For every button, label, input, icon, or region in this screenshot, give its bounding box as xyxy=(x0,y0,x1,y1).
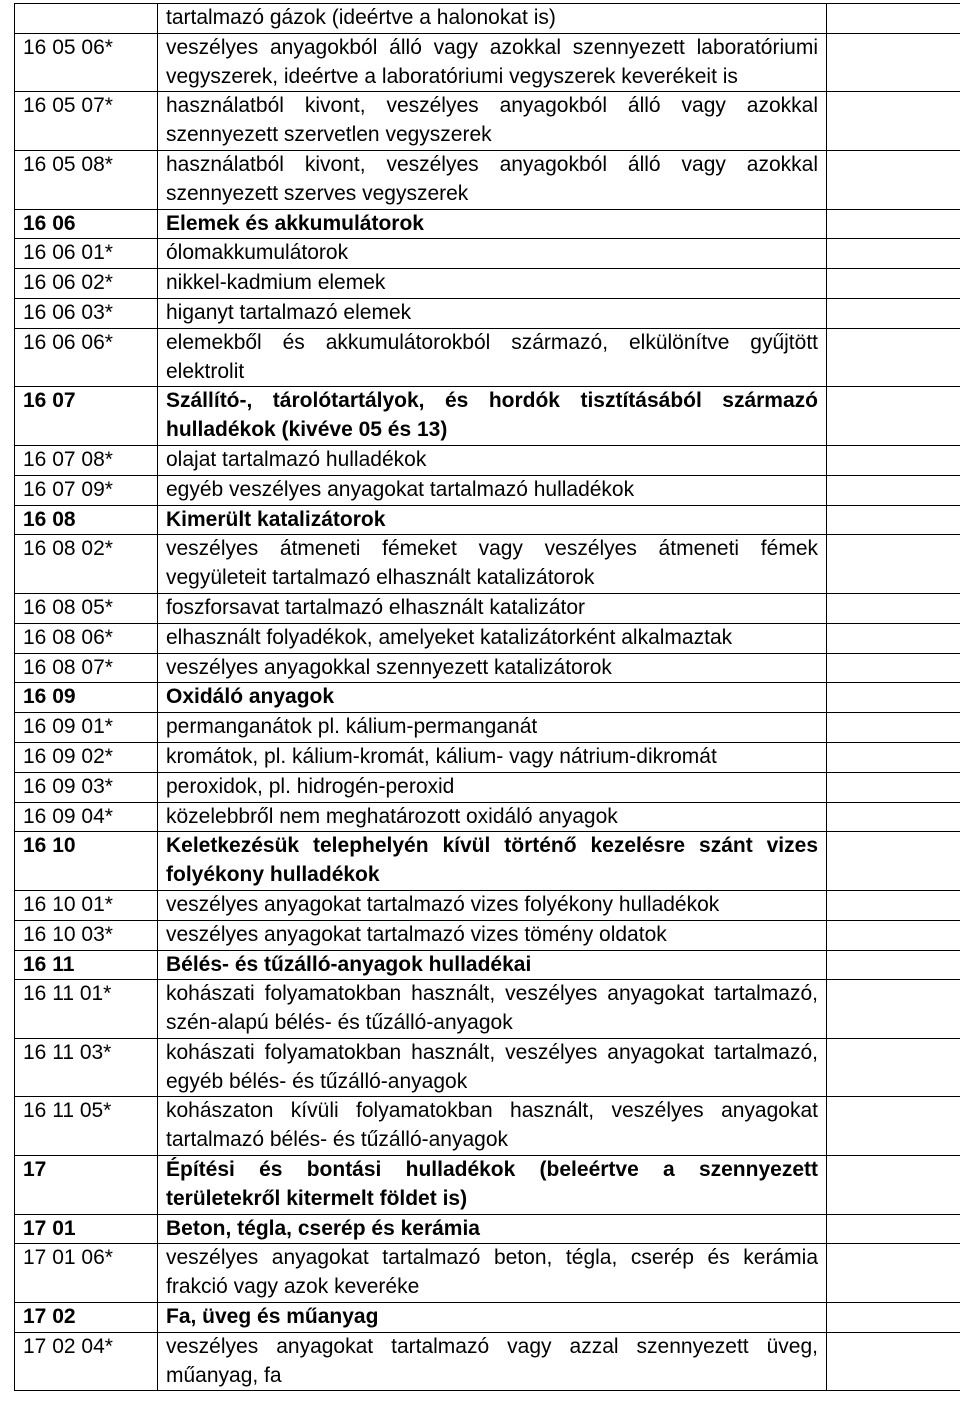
waste-description-cell: kohászaton kívüli folyamatokban használt, veszélyes anyagokat tartalmazó bélés- és tűzálló-anyagok xyxy=(158,1097,827,1156)
table-row xyxy=(15,1332,960,1391)
waste-description-cell: elemekből és akkumulátorokból származó, elkülönítve gyűjtött elektrolit xyxy=(158,328,827,387)
waste-description-cell: kromátok, pl. kálium-kromát, kálium- vagy nátrium-dikromát xyxy=(158,742,827,772)
waste-code-cell: 16 06 02* xyxy=(15,269,158,299)
category-row xyxy=(15,209,960,239)
waste-code-cell: 17 02 04* xyxy=(15,1332,158,1391)
waste-description-cell: egyéb veszélyes anyagokat tartalmazó hulladékok xyxy=(158,475,827,505)
empty-cell xyxy=(827,269,960,299)
empty-cell xyxy=(827,92,960,151)
empty-cell xyxy=(827,802,960,832)
waste-description-cell: peroxidok, pl. hidrogén-peroxid xyxy=(158,772,827,802)
empty-cell xyxy=(827,505,960,535)
category-row xyxy=(15,1214,960,1244)
waste-code-cell: 16 11 xyxy=(15,950,158,980)
table-row xyxy=(15,890,960,920)
waste-description-cell: veszélyes anyagokat tartalmazó vizes folyékony hulladékok xyxy=(158,890,827,920)
empty-cell xyxy=(827,742,960,772)
waste-description-cell: Szállító-, tárolótartályok, és hordók tisztításából származó hulladékok (kivéve 05 és 13) xyxy=(158,387,827,446)
waste-code-cell: 16 05 07* xyxy=(15,92,158,151)
waste-code-cell: 16 05 06* xyxy=(15,33,158,92)
waste-description-cell: használatból kivont, veszélyes anyagokból álló vagy azokkal szennyezett szervetlen vegyszerek xyxy=(158,92,827,151)
waste-code-cell: 16 06 xyxy=(15,209,158,239)
table-row xyxy=(15,1244,960,1303)
waste-description-cell: nikkel-kadmium elemek xyxy=(158,269,827,299)
waste-code-cell: 17 02 xyxy=(15,1303,158,1333)
waste-description-cell: használatból kivont, veszélyes anyagokból álló vagy azokkal szennyezett szerves vegyszerek xyxy=(158,150,827,209)
waste-description-cell: közelebbről nem meghatározott oxidáló anyagok xyxy=(158,802,827,832)
empty-cell xyxy=(827,1303,960,1333)
table-row xyxy=(15,593,960,623)
waste-code-cell xyxy=(15,4,158,34)
empty-cell xyxy=(827,1214,960,1244)
table-row xyxy=(15,150,960,209)
category-row xyxy=(15,683,960,713)
waste-description-cell: veszélyes anyagokból álló vagy azokkal szennyezett laboratóriumi vegyszerek, ideértve a laboratóriumi vegyszerek keverékeit is xyxy=(158,33,827,92)
empty-cell xyxy=(827,1097,960,1156)
waste-description-cell: olajat tartalmazó hulladékok xyxy=(158,445,827,475)
waste-code-cell: 16 10 xyxy=(15,832,158,891)
table-row xyxy=(15,239,960,269)
waste-description-cell: Beton, tégla, cserép és kerámia xyxy=(158,1214,827,1244)
table-row xyxy=(15,33,960,92)
empty-cell xyxy=(827,33,960,92)
category-row xyxy=(15,1156,960,1215)
waste-description-cell: kohászati folyamatokban használt, veszélyes anyagokat tartalmazó, szén-alapú bélés- és tűzálló-anyagok xyxy=(158,980,827,1039)
waste-description-cell: Fa, üveg és műanyag xyxy=(158,1303,827,1333)
empty-cell xyxy=(827,445,960,475)
empty-cell xyxy=(827,535,960,594)
category-row xyxy=(15,505,960,535)
waste-table-body xyxy=(15,4,960,1391)
waste-description-cell: veszélyes anyagokat tartalmazó vizes tömény oldatok xyxy=(158,920,827,950)
table-row xyxy=(15,475,960,505)
table-row xyxy=(15,653,960,683)
waste-code-cell: 16 09 01* xyxy=(15,713,158,743)
empty-cell xyxy=(827,683,960,713)
waste-code-cell: 16 10 03* xyxy=(15,920,158,950)
empty-cell xyxy=(827,209,960,239)
empty-cell xyxy=(827,920,960,950)
waste-code-cell: 16 07 08* xyxy=(15,445,158,475)
waste-code-cell: 16 11 05* xyxy=(15,1097,158,1156)
empty-cell xyxy=(827,593,960,623)
empty-cell xyxy=(827,1244,960,1303)
waste-code-cell: 16 09 xyxy=(15,683,158,713)
table-row xyxy=(15,92,960,151)
empty-cell xyxy=(827,239,960,269)
waste-description-cell: Bélés- és tűzálló-anyagok hulladékai xyxy=(158,950,827,980)
waste-description-cell: foszforsavat tartalmazó elhasznált katalizátor xyxy=(158,593,827,623)
empty-cell xyxy=(827,653,960,683)
waste-code-cell: 16 09 02* xyxy=(15,742,158,772)
category-row xyxy=(15,1303,960,1333)
waste-code-cell: 16 09 04* xyxy=(15,802,158,832)
waste-code-cell: 16 08 07* xyxy=(15,653,158,683)
waste-code-cell: 16 08 xyxy=(15,505,158,535)
empty-cell xyxy=(827,890,960,920)
category-row xyxy=(15,832,960,891)
table-row xyxy=(15,920,960,950)
empty-cell xyxy=(827,4,960,34)
empty-cell xyxy=(827,387,960,446)
empty-cell xyxy=(827,1156,960,1215)
empty-cell xyxy=(827,980,960,1039)
waste-code-cell: 16 07 09* xyxy=(15,475,158,505)
table-row xyxy=(15,298,960,328)
waste-code-cell: 16 06 01* xyxy=(15,239,158,269)
table-row xyxy=(15,980,960,1039)
waste-code-cell: 16 07 xyxy=(15,387,158,446)
waste-description-cell: permanganátok pl. kálium-permanganát xyxy=(158,713,827,743)
table-row xyxy=(15,4,960,34)
category-row xyxy=(15,387,960,446)
empty-cell xyxy=(827,328,960,387)
waste-code-cell: 16 10 01* xyxy=(15,890,158,920)
waste-description-cell: Építési és bontási hulladékok (beleértve a szennyezett területekről kitermelt földet is) xyxy=(158,1156,827,1215)
waste-code-cell: 17 xyxy=(15,1156,158,1215)
table-row xyxy=(15,623,960,653)
empty-cell xyxy=(827,950,960,980)
waste-code-cell: 16 06 03* xyxy=(15,298,158,328)
waste-description-cell: veszélyes anyagokat tartalmazó vagy azzal szennyezett üveg, műanyag, fa xyxy=(158,1332,827,1391)
table-row xyxy=(15,802,960,832)
table-row xyxy=(15,742,960,772)
empty-cell xyxy=(827,150,960,209)
waste-code-cell: 16 08 06* xyxy=(15,623,158,653)
table-row xyxy=(15,713,960,743)
category-row xyxy=(15,950,960,980)
table-row xyxy=(15,772,960,802)
waste-description-cell: Elemek és akkumulátorok xyxy=(158,209,827,239)
waste-code-cell: 16 11 01* xyxy=(15,980,158,1039)
table-row xyxy=(15,1038,960,1097)
empty-cell xyxy=(827,1332,960,1391)
empty-cell xyxy=(827,1038,960,1097)
table-row xyxy=(15,269,960,299)
waste-description-cell: veszélyes átmeneti fémeket vagy veszélyes átmeneti fémek vegyületeit tartalmazó elhasznált katalizátorok xyxy=(158,535,827,594)
waste-code-cell: 16 05 08* xyxy=(15,150,158,209)
waste-code-cell: 17 01 xyxy=(15,1214,158,1244)
empty-cell xyxy=(827,298,960,328)
empty-cell xyxy=(827,475,960,505)
waste-description-cell: Kimerült katalizátorok xyxy=(158,505,827,535)
waste-code-cell: 16 09 03* xyxy=(15,772,158,802)
table-row xyxy=(15,328,960,387)
empty-cell xyxy=(827,772,960,802)
waste-code-table xyxy=(14,3,960,1391)
empty-cell xyxy=(827,623,960,653)
waste-description-cell: kohászati folyamatokban használt, veszélyes anyagokat tartalmazó, egyéb bélés- és tűzálló-anyagok xyxy=(158,1038,827,1097)
waste-description-cell: Oxidáló anyagok xyxy=(158,683,827,713)
waste-code-cell: 16 11 03* xyxy=(15,1038,158,1097)
waste-description-cell: ólomakkumulátorok xyxy=(158,239,827,269)
waste-description-cell: veszélyes anyagokat tartalmazó beton, tégla, cserép és kerámia frakció vagy azok keveréke xyxy=(158,1244,827,1303)
table-row xyxy=(15,1097,960,1156)
waste-description-cell: elhasznált folyadékok, amelyeket katalizátorként alkalmaztak xyxy=(158,623,827,653)
waste-code-cell: 16 08 02* xyxy=(15,535,158,594)
waste-description-cell: tartalmazó gázok (ideértve a halonokat is) xyxy=(158,4,827,34)
waste-description-cell: higanyt tartalmazó elemek xyxy=(158,298,827,328)
table-row xyxy=(15,445,960,475)
waste-code-cell: 16 08 05* xyxy=(15,593,158,623)
waste-code-cell: 17 01 06* xyxy=(15,1244,158,1303)
waste-description-cell: Keletkezésük telephelyén kívül történő kezelésre szánt vizes folyékony hulladékok xyxy=(158,832,827,891)
empty-cell xyxy=(827,832,960,891)
waste-code-cell: 16 06 06* xyxy=(15,328,158,387)
waste-description-cell: veszélyes anyagokkal szennyezett katalizátorok xyxy=(158,653,827,683)
table-row xyxy=(15,535,960,594)
empty-cell xyxy=(827,713,960,743)
